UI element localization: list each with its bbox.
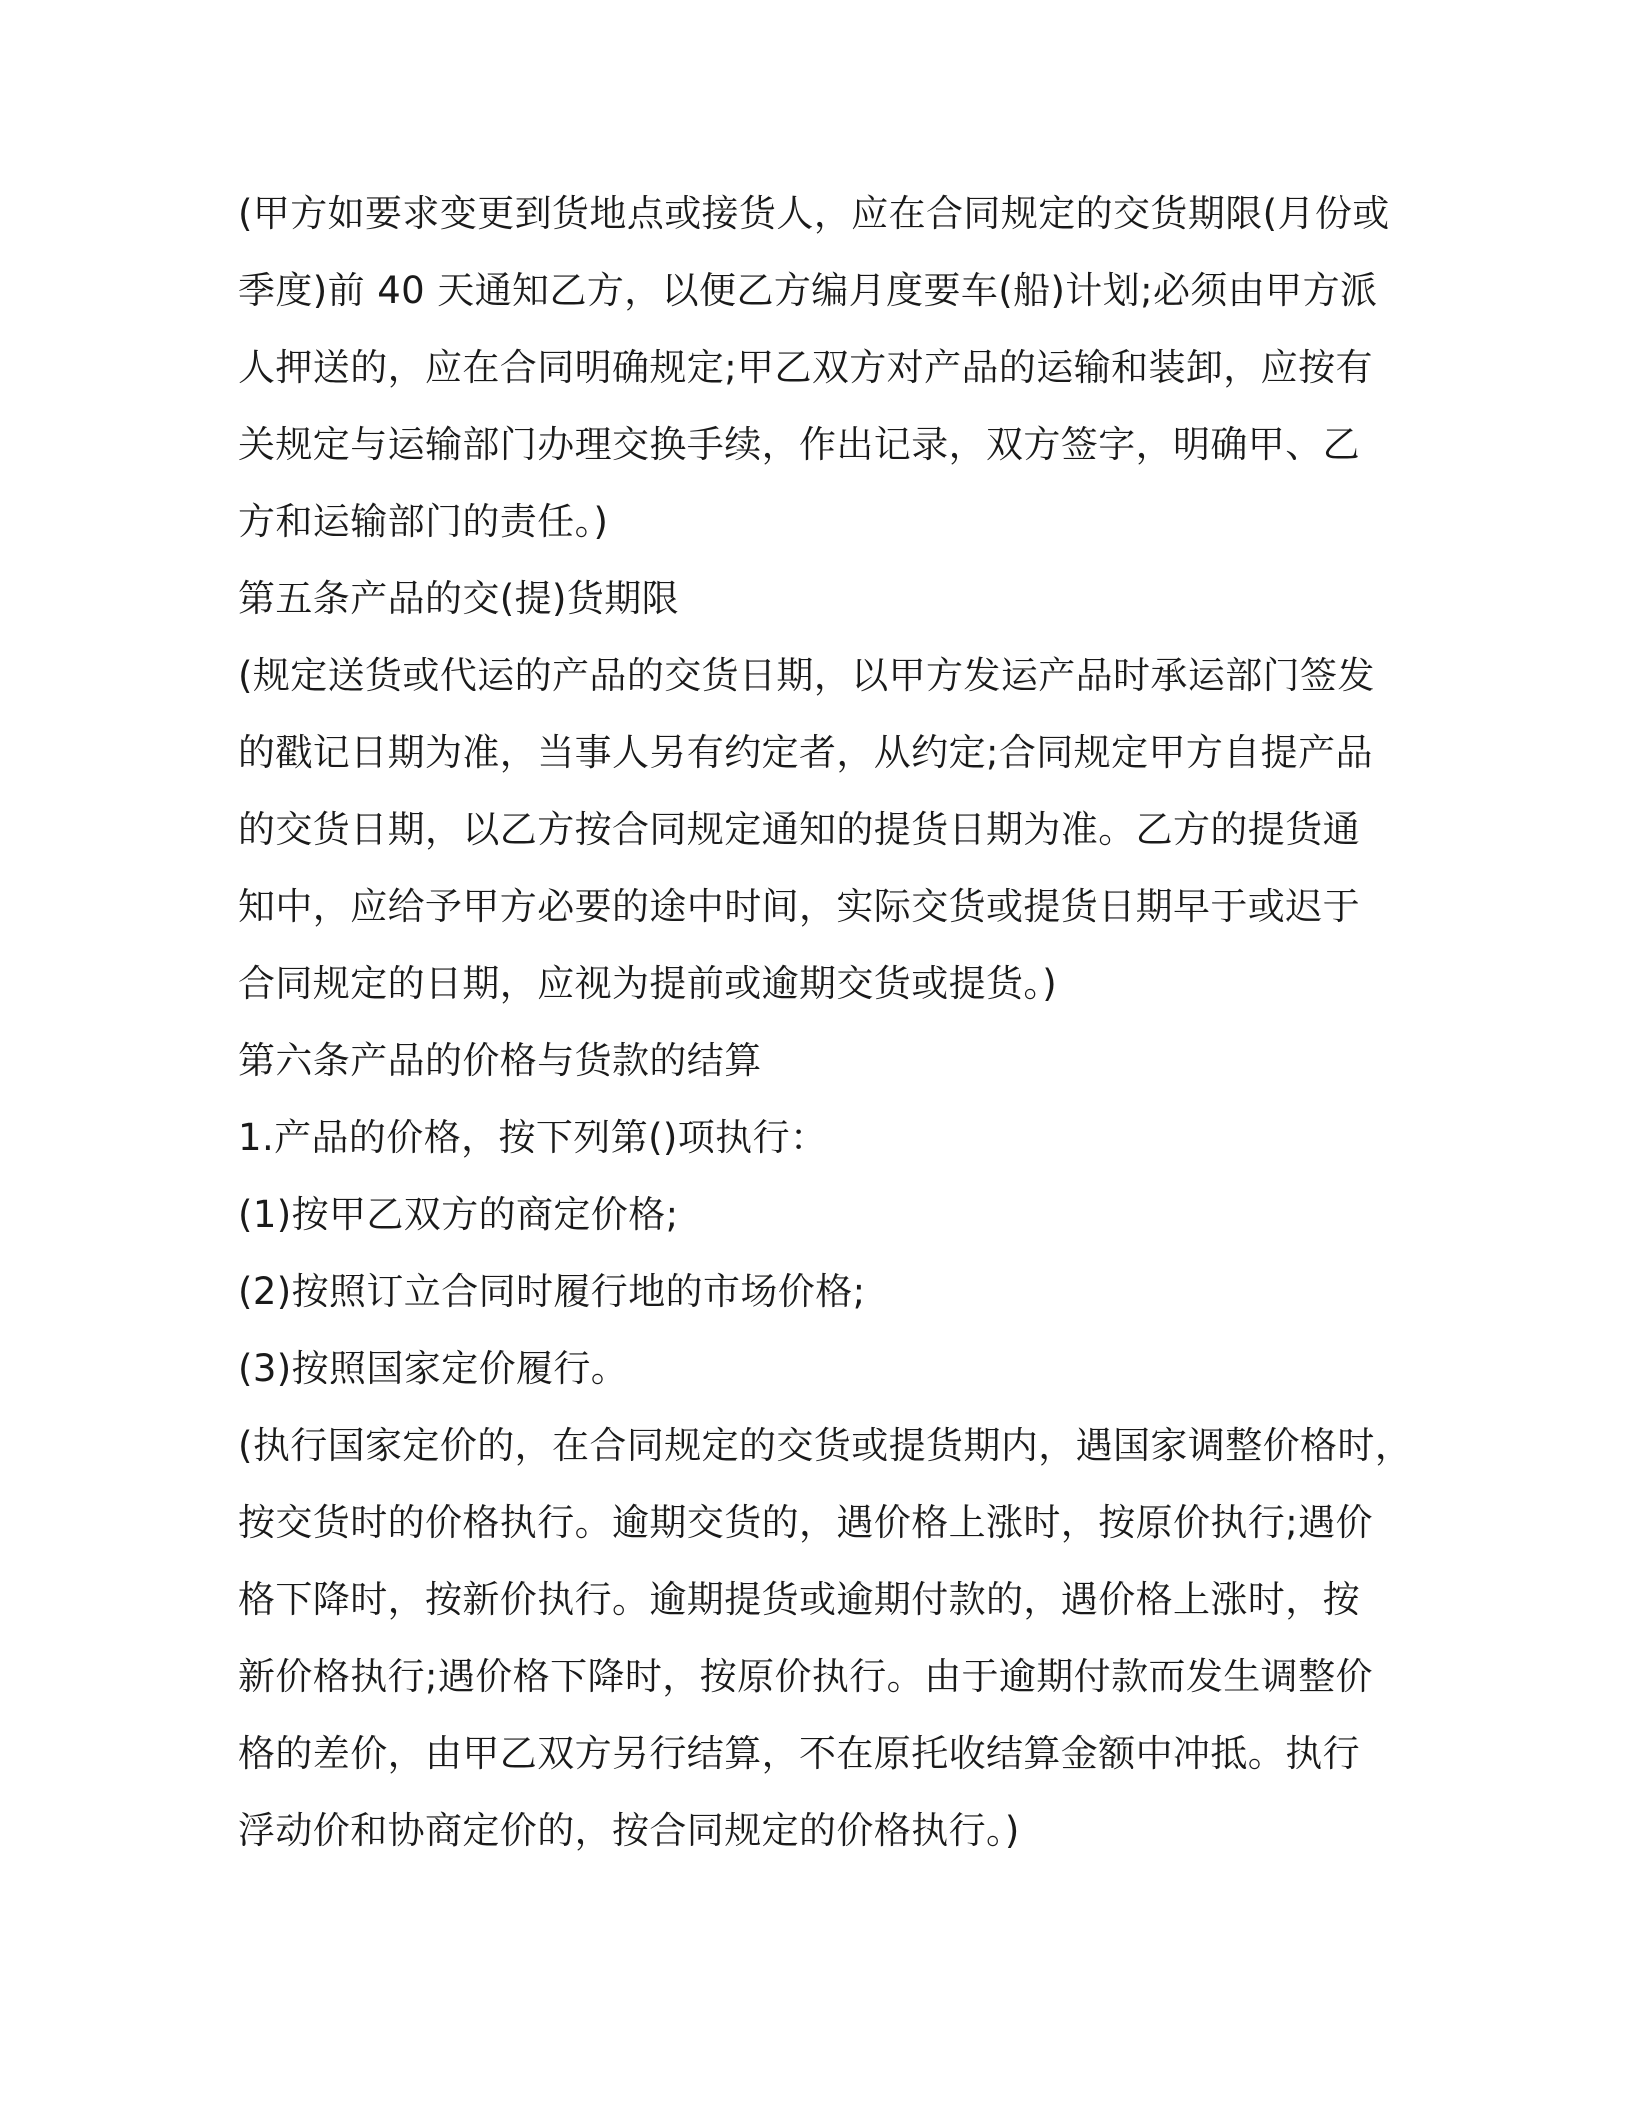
- text-line: 关规定与运输部门办理交换手续，作出记录，双方签字，明确甲、乙: [238, 423, 1360, 466]
- text-line: 知中，应给予甲方必要的途中时间，实际交货或提货日期早于或迟于: [238, 885, 1360, 928]
- text-line: (甲方如要求变更到货地点或接货人，应在合同规定的交货期限(月份或: [238, 192, 1390, 235]
- section-heading-article-6: 第六条产品的价格与货款的结算: [238, 1039, 762, 1082]
- text-line: (规定送货或代运的产品的交货日期，以甲方发运产品时承运部门签发: [238, 654, 1375, 697]
- text-line: 按交货时的价格执行。逾期交货的，遇价格上涨时，按原价执行;遇价: [238, 1501, 1373, 1544]
- text-line: 的交货日期，以乙方按合同规定通知的提货日期为准。乙方的提货通: [238, 808, 1360, 851]
- text-line: 合同规定的日期，应视为提前或逾期交货或提货。): [238, 962, 1058, 1005]
- contract-text-body: [238, 188, 1413, 1882]
- section-heading-article-5: 第五条产品的交(提)货期限: [238, 577, 680, 620]
- text-line: 方和运输部门的责任。): [238, 500, 609, 543]
- text-line: (执行国家定价的，在合同规定的交货或提货期内，遇国家调整价格时，: [238, 1424, 1413, 1467]
- text-line: 人押送的，应在合同明确规定;甲乙双方对产品的运输和装卸，应按有: [238, 346, 1373, 389]
- text-line: 浮动价和协商定价的，按合同规定的价格执行。): [238, 1809, 1020, 1852]
- text-line: 的戳记日期为准，当事人另有约定者，从约定;合同规定甲方自提产品: [238, 731, 1373, 774]
- option-item-1: (1)按甲乙双方的商定价格;: [238, 1193, 679, 1236]
- text-line: 格下降时，按新价执行。逾期提货或逾期付款的，遇价格上涨时，按: [238, 1578, 1360, 1621]
- clause-item-1: 1.产品的价格，按下列第()项执行：: [238, 1116, 828, 1159]
- option-item-3: (3)按照国家定价履行。: [238, 1347, 629, 1390]
- text-line: 新价格执行;遇价格下降时，按原价执行。由于逾期付款而发生调整价: [238, 1655, 1373, 1698]
- text-line: 季度)前 40 天通知乙方，以便乙方编月度要车(船)计划;必须由甲方派: [238, 269, 1378, 312]
- option-item-2: (2)按照订立合同时履行地的市场价格;: [238, 1270, 866, 1313]
- text-line: 格的差价，由甲乙双方另行结算，不在原托收结算金额中冲抵。执行: [238, 1732, 1360, 1775]
